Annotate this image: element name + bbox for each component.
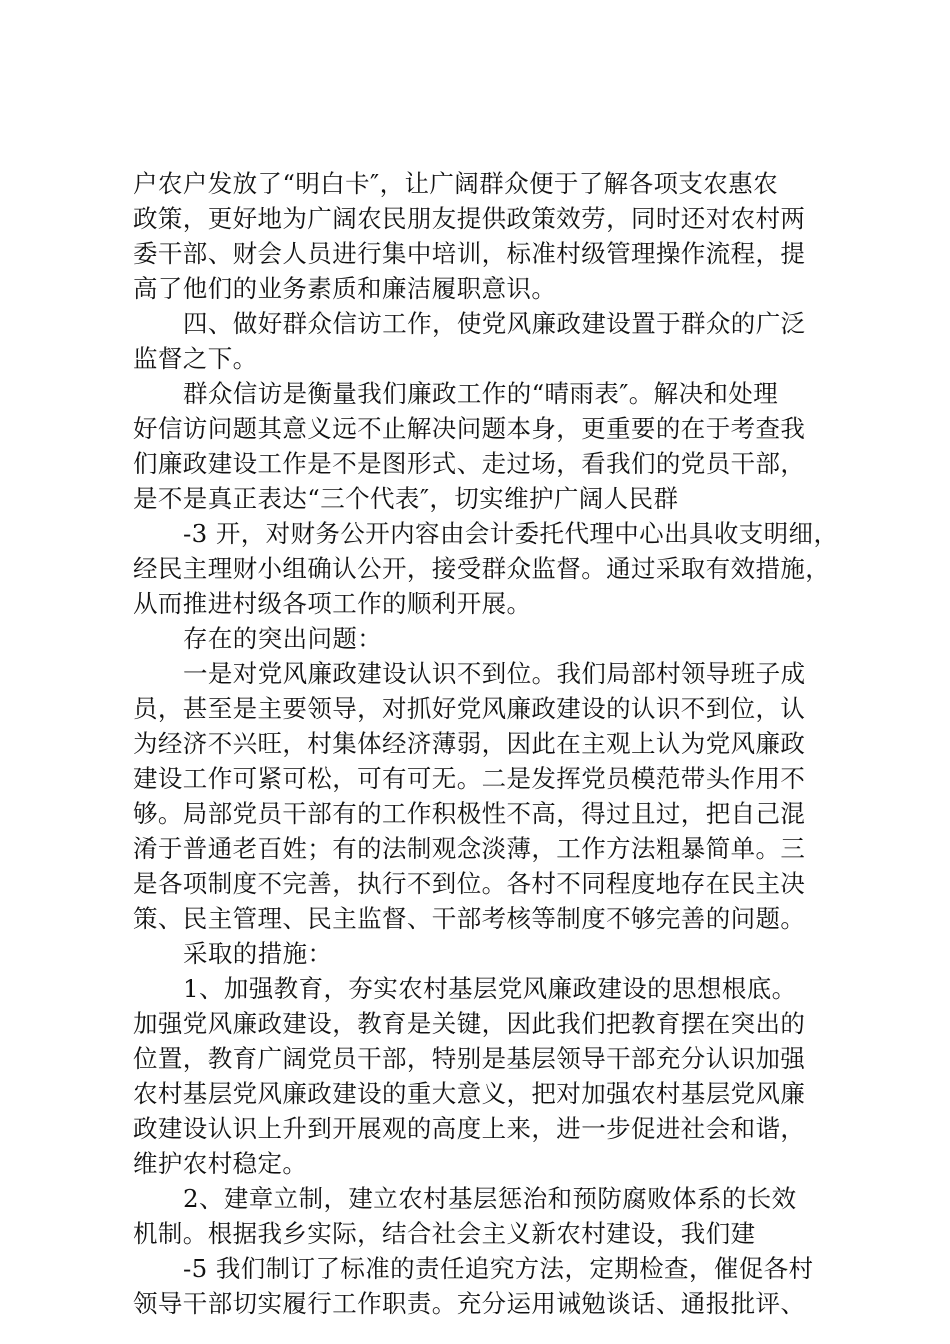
text-line: 政策，更好地为广阔农民朋友提供政策效劳，同时还对农村两: [133, 204, 806, 233]
text-line: 政建设认识上升到开展观的高度上来，进一步促进社会和谐，: [133, 1114, 806, 1143]
text-line: 经民主理财小组确认公开，接受群众监督。通过采取有效措施，: [133, 554, 831, 583]
page-fragment-line: -3 开，对财务公开内容由会计委托代理中心出具收支明细，: [183, 519, 839, 548]
text-line: 建设工作可紧可松，可有可无。二是发挥党员模范带头作用不: [133, 764, 806, 793]
text-line: 加强党风廉政建设，教育是关键，因此我们把教育摆在突出的: [133, 1009, 806, 1038]
text-line: 机制。根据我乡实际，结合社会主义新农村建设，我们建: [133, 1219, 756, 1248]
document-body: [133, 166, 839, 1321]
text-line: 淆于普通老百姓；有的法制观念淡薄，工作方法粗暴简单。三: [133, 834, 806, 863]
text-line: 好信访问题其意义远不止解决问题本身，更重要的在于考查我: [133, 414, 806, 443]
text-line: 委干部、财会人员进行集中培训，标准村级管理操作流程，提: [133, 239, 806, 268]
text-line: 领导干部切实履行工作职责。充分运用诫勉谈话、通报批评、: [133, 1289, 806, 1318]
text-line: 高了他们的业务素质和廉洁履职意识。: [133, 274, 557, 303]
text-line: 维护农村稳定。: [133, 1149, 308, 1178]
text-line: 1、加强教育，夯实农村基层党风廉政建设的思想根底。: [183, 974, 797, 1003]
text-line: 够。局部党员干部有的工作积极性不高，得过且过，把自己混: [133, 799, 806, 828]
text-line: 是不是真正表达“三个代表″，切实维护广阔人民群: [133, 484, 679, 513]
text-line: 户农户发放了“明白卡″，让广阔群众便于了解各项支农惠农: [133, 169, 778, 198]
section-heading: 存在的突出问题：: [183, 624, 383, 653]
text-line: 2、建章立制，建立农村基层惩治和预防腐败体系的长效: [183, 1184, 797, 1213]
text-line: 一是对党风廉政建设认识不到位。我们局部村领导班子成: [183, 659, 806, 688]
text-line: 农村基层党风廉政建设的重大意义，把对加强农村基层党风廉: [133, 1079, 806, 1108]
text-line: 监督之下。: [133, 344, 258, 373]
text-line: 为经济不兴旺，村集体经济薄弱，因此在主观上认为党风廉政: [133, 729, 806, 758]
text-line: 们廉政建设工作是不是图形式、走过场，看我们的党员干部，: [133, 449, 806, 478]
text-line: 从而推进村级各项工作的顺利开展。: [133, 589, 532, 618]
text-line: 群众信访是衡量我们廉政工作的“晴雨表″。解决和处理: [183, 379, 779, 408]
text-line: 是各项制度不完善，执行不到位。各村不同程度地存在民主决: [133, 869, 806, 898]
text-line: 策、民主管理、民主监督、干部考核等制度不够完善的问题。: [133, 904, 806, 933]
text-line: 员，甚至是主要领导，对抓好党风廉政建设的认识不到位，认: [133, 694, 806, 723]
section-heading: 四、做好群众信访工作，使党风廉政建设置于群众的广泛: [183, 309, 806, 338]
text-line: 位置，教育广阔党员干部，特别是基层领导干部充分认识加强: [133, 1044, 806, 1073]
page-fragment-line: -5 我们制订了标准的责任追究方法，定期检查，催促各村: [183, 1254, 814, 1283]
section-heading: 采取的措施：: [183, 939, 333, 968]
